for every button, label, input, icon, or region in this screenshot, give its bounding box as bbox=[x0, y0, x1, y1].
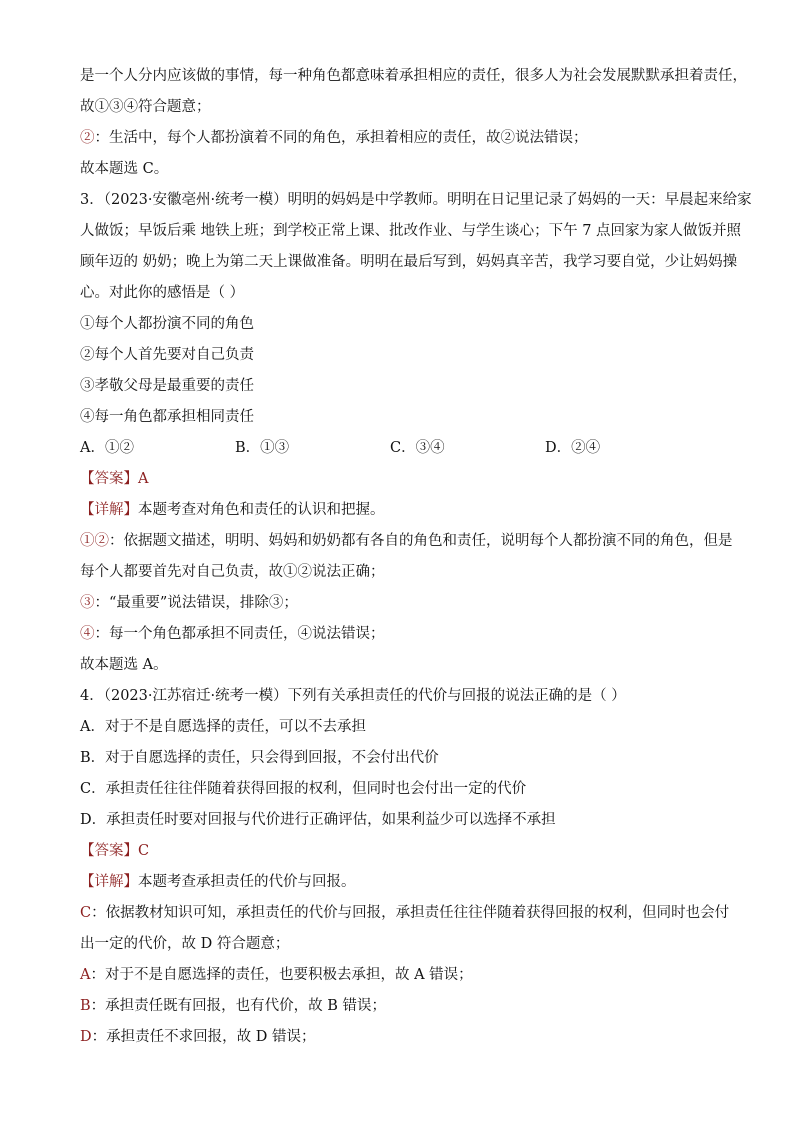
explanation-line bbox=[80, 593, 720, 613]
detail-line bbox=[80, 500, 720, 520]
analysis-marker: B bbox=[80, 998, 91, 1014]
text-line: 是一个人分内应该做的事情，每一种角色都意味着承担相应的责任，很多人为社会发展默默承担着责任， bbox=[80, 68, 747, 84]
option-d: D．②④ bbox=[545, 440, 601, 456]
option-b: B．①③ bbox=[235, 440, 290, 456]
explanation-line: 出一定的代价，故 D 符合题意； bbox=[80, 936, 290, 952]
answer-line bbox=[80, 469, 720, 489]
question-3-statement: ④每一角色都承担相同责任 bbox=[80, 409, 254, 425]
explanation-line bbox=[80, 996, 720, 1016]
question-3-statement: ①每个人都扮演不同的角色 bbox=[80, 316, 254, 332]
explanation-line bbox=[80, 1027, 720, 1047]
detail-text: 本题考查对角色和责任的认识和把握。 bbox=[138, 502, 385, 518]
question-4-stem: 4．（2023·江苏宿迁·统考一模）下列有关承担责任的代价与回报的说法正确的是（ ） bbox=[80, 688, 626, 704]
option-c: C．③④ bbox=[390, 440, 445, 456]
option-a: A．①② bbox=[80, 440, 134, 456]
question-4-option-c: C．承担责任往往伴随着获得回报的权利，但同时也会付出一定的代价 bbox=[80, 781, 527, 797]
question-3-stem: 人做饭；早饭后乘 地铁上班；到学校正常上课、批改作业、与学生谈心；下午 7 点回家为家人做饭并照 bbox=[80, 223, 742, 239]
text-line bbox=[80, 128, 720, 148]
analysis-marker: ①② bbox=[80, 533, 109, 549]
question-4-option-a: A．对于不是自愿选择的责任，可以不去承担 bbox=[80, 719, 366, 735]
question-3-statement: ③孝敬父母是最重要的责任 bbox=[80, 378, 254, 394]
answer-value: C bbox=[138, 843, 150, 859]
answer-line bbox=[80, 841, 720, 861]
answer-label: 【答案】 bbox=[80, 471, 138, 487]
analysis-text: ：依据教材知识可知，承担责任的代价与回报，承担责任往往伴随着获得回报的权利，但同时也会付 bbox=[91, 905, 730, 921]
analysis-text: ：对于不是自愿选择的责任，也要积极去承担，故 A 错误； bbox=[90, 967, 473, 983]
explanation-line bbox=[80, 531, 733, 551]
question-3-stem: 3．（2023·安徽亳州·统考一模）明明的妈妈是中学教师。明明在日记里记录了妈妈的一天：早晨起来给家 bbox=[80, 192, 752, 208]
analysis-text: ：每一个角色都承担不同责任，④说法错误； bbox=[94, 626, 385, 642]
text-line: 故①③④符合题意； bbox=[80, 99, 211, 115]
analysis-marker: ② bbox=[80, 130, 95, 146]
detail-label: 【详解】 bbox=[80, 502, 138, 518]
question-4-option-b: B．对于自愿选择的责任，只会得到回报，不会付出代价 bbox=[80, 750, 439, 766]
explanation-line bbox=[80, 903, 730, 923]
analysis-marker: D bbox=[80, 1029, 92, 1045]
detail-label: 【详解】 bbox=[80, 874, 138, 890]
analysis-text: ：依据题文描述，明明、妈妈和奶奶都有各自的角色和责任，说明每个人都扮演不同的角色，但是 bbox=[109, 533, 733, 549]
explanation-line: 故本题选 A。 bbox=[80, 657, 168, 673]
question-3-options bbox=[80, 438, 720, 458]
analysis-marker: C bbox=[80, 905, 92, 921]
explanation-line: 每个人都要首先对自己负责，故①②说法正确； bbox=[80, 564, 385, 580]
text-line: 故本题选 C。 bbox=[80, 161, 169, 177]
explanation-line bbox=[80, 965, 720, 985]
question-3-stem: 心。对此你的感悟是（ ） bbox=[80, 285, 245, 301]
answer-label: 【答案】 bbox=[80, 843, 138, 859]
analysis-text: ：承担责任不求回报，故 D 错误； bbox=[91, 1029, 316, 1045]
analysis-marker: ③ bbox=[80, 595, 95, 611]
question-3-stem: 顾年迈的 奶奶；晚上为第二天上课做准备。明明在最后写到，妈妈真辛苦，我学习要自觉，少让妈妈操 bbox=[80, 254, 738, 270]
analysis-marker: ④ bbox=[80, 626, 95, 642]
analysis-text: ：生活中，每个人都扮演着不同的角色，承担着相应的责任，故②说法错误； bbox=[94, 130, 588, 146]
analysis-text: ：承担责任既有回报，也有代价，故 B 错误； bbox=[90, 998, 387, 1014]
detail-line bbox=[80, 872, 720, 892]
analysis-text: ：“最重要”说法错误，排除③； bbox=[94, 595, 298, 611]
detail-text: 本题考查承担责任的代价与回报。 bbox=[138, 874, 356, 890]
explanation-line bbox=[80, 624, 720, 644]
question-4-option-d: D．承担责任时要对回报与代价进行正确评估，如果利益少可以选择不承担 bbox=[80, 812, 556, 828]
answer-value: A bbox=[138, 471, 149, 487]
analysis-marker: A bbox=[80, 967, 91, 983]
question-3-statement: ②每个人首先要对自己负责 bbox=[80, 347, 254, 363]
